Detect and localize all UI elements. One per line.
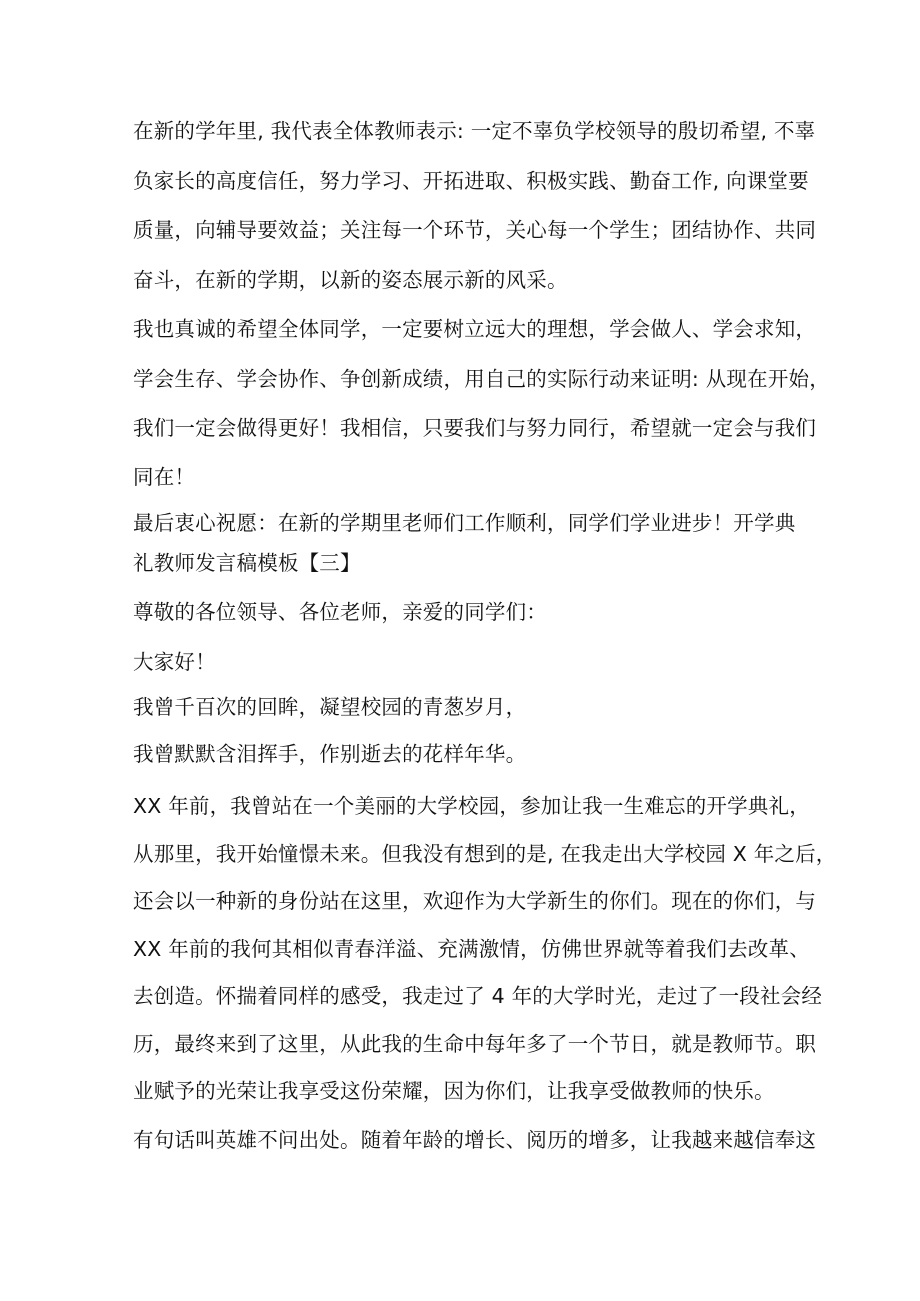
text-line: 奋斗，在新的学期，以新的姿态展示新的风采。 <box>133 268 568 292</box>
text-line: XX 年前，我曾站在一个美丽的大学校园，参加让我一生难忘的开学典礼， <box>133 794 810 818</box>
text-line: XX 年前的我何其相似青春洋溢、充满激情，仿佛世界就等着我们去改革、 <box>133 937 810 961</box>
text-line: 大家好！ <box>133 650 216 674</box>
text-line: 业赋予的光荣让我享受这份荣耀，因为你们，让我享受做教师的快乐。 <box>133 1079 775 1103</box>
text-line: 最后衷心祝愿：在新的学期里老师们工作顺利，同学们学业进步！开学典 <box>133 511 796 535</box>
text-line: 历，最终来到了这里，从此我的生命中每年多了一个节日，就是教师节。职 <box>133 1032 817 1056</box>
text-line: 在新的学年里, 我代表全体教师表示: 一定不辜负学校领导的殷切希望, 不辜 <box>133 119 816 143</box>
text-line: 尊敬的各位领导、各位老师，亲爱的同学们： <box>133 600 547 624</box>
text-line: 有句话叫英雄不问出处。随着年龄的增长、阅历的增多，让我越来越信奉这 <box>133 1128 817 1152</box>
text-line: 礼教师发言稿模板【三】 <box>133 551 361 575</box>
text-line: 去创造。怀揣着同样的感受，我走过了 4 年的大学时光，走过了一段社会经 <box>133 984 823 1008</box>
text-line: 我们一定会做得更好！我相信，只要我们与努力同行，希望就一定会与我们 <box>133 416 817 440</box>
text-line: 还会以一种新的身份站在这里，欢迎作为大学新生的你们。现在的你们，与 <box>133 889 817 913</box>
text-line: 我曾默默含泪挥手，作别逝去的花样年华。 <box>133 742 527 766</box>
text-line: 我曾千百次的回眸，凝望校园的青葱岁月， <box>133 695 527 719</box>
text-line: 学会生存、学会协作、争创新成绩，用自己的实际行动来证明: 从现在开始， <box>133 367 830 391</box>
text-line: 质量，向辅导要效益；关注每一个环节，关心每一个学生；团结协作、共同 <box>133 218 817 242</box>
text-line: 同在！ <box>133 465 196 489</box>
text-line: 负家长的高度信任，努力学习、开拓进取、积极实践、勤奋工作, 向课堂要 <box>133 169 809 193</box>
text-line: 从那里，我开始憧憬未来。但我没有想到的是, 在我走出大学校园 X 年之后， <box>133 842 837 866</box>
text-line: 我也真诚的希望全体同学，一定要树立远大的理想，学会做人、学会求知， <box>133 317 817 341</box>
